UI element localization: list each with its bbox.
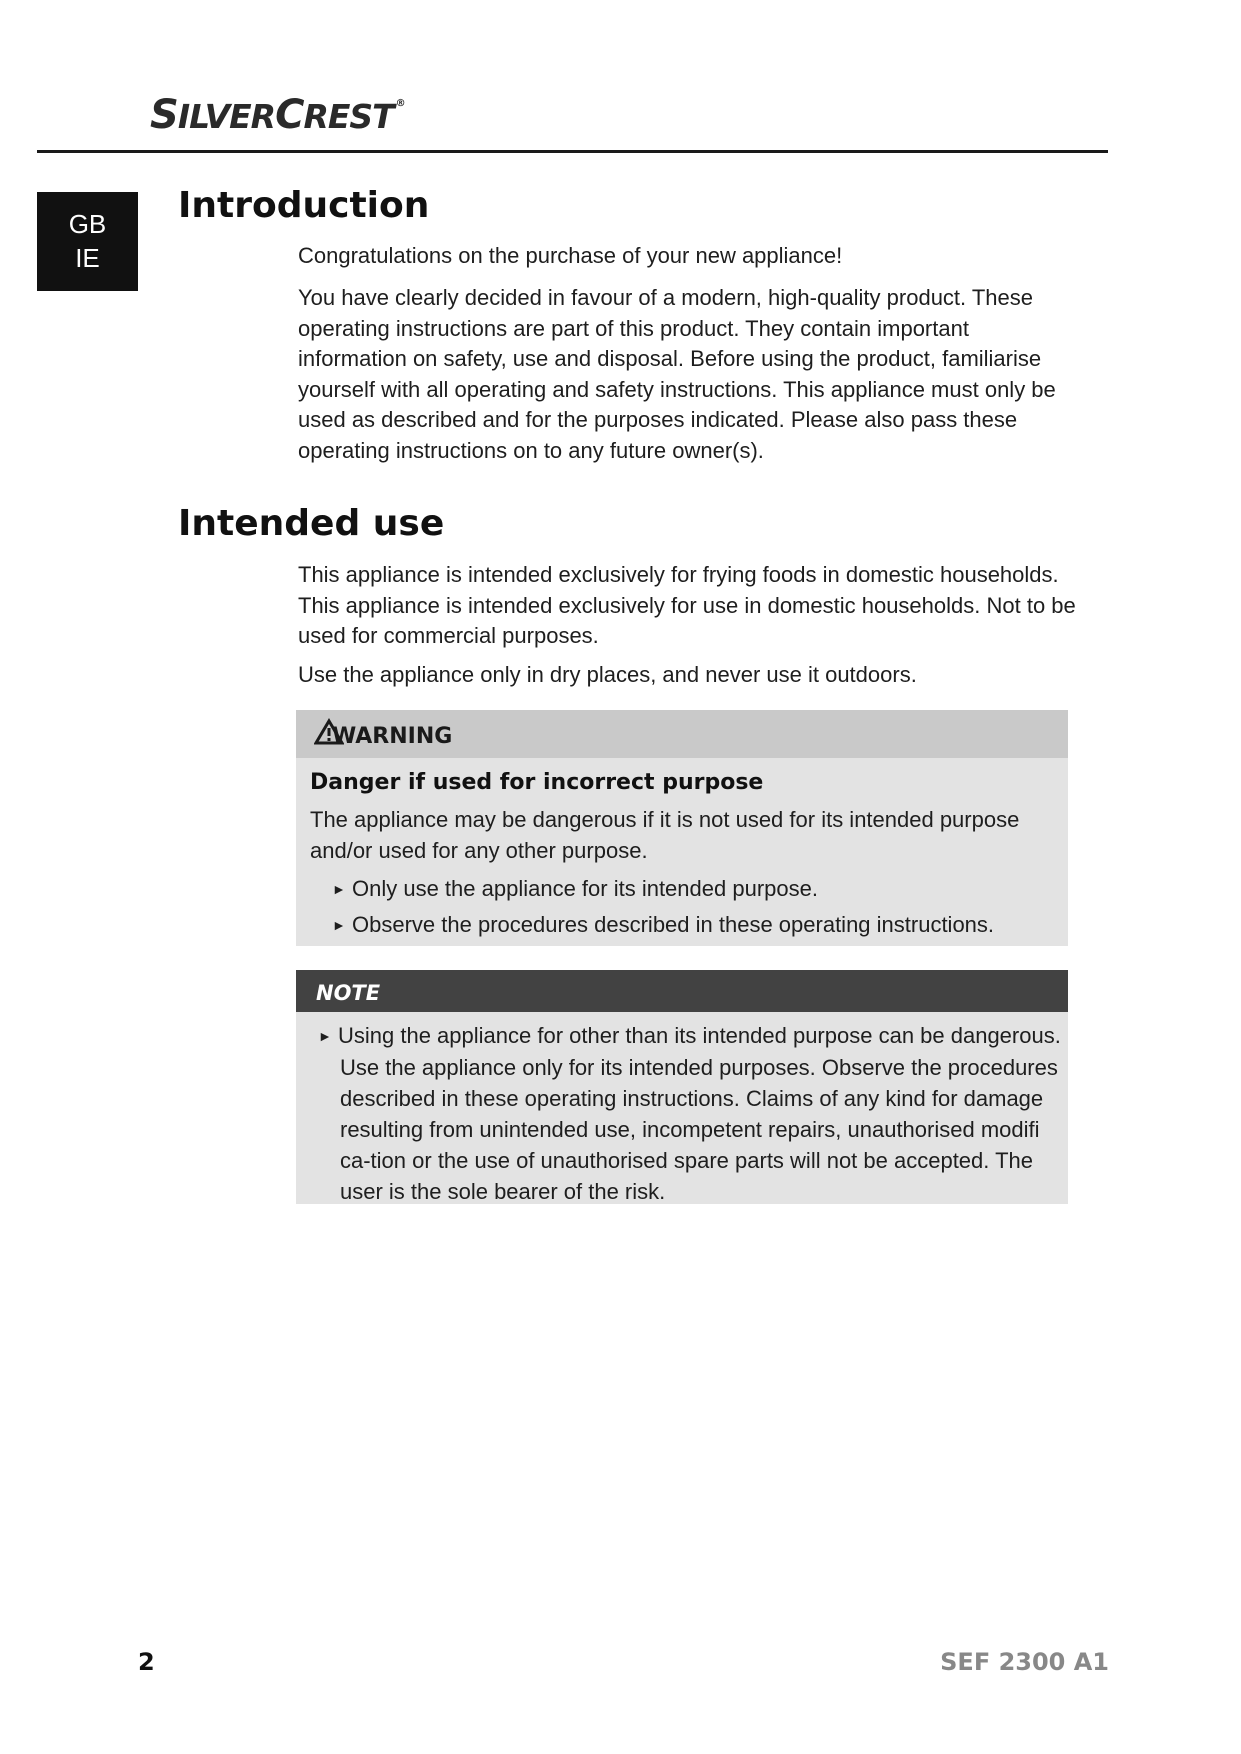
- note-box: [296, 970, 1068, 1204]
- bullet-arrow-icon: ►: [332, 917, 346, 933]
- bullet-arrow-icon: ►: [318, 1028, 332, 1044]
- brand-logo: SILVERCREST ®: [150, 92, 405, 138]
- introduction-heading: Introduction: [178, 185, 430, 226]
- warning-bullet: ► Observe the procedures described in these operating instructions.: [332, 912, 995, 937]
- language-code-gb: GB: [68, 209, 107, 239]
- intended-use-heading: Intended use: [178, 503, 445, 544]
- introduction-paragraph-1: Congratulations on the purchase of your new appliance!: [298, 243, 843, 268]
- warning-text: The appliance may be dangerous if it is not used for its intended purpose and/or used for any other purpose.: [310, 807, 1020, 863]
- intended-use-paragraph-1: This appliance is intended exclusively for frying foods in domestic households. This appliance is intended exclusively for use in domestic households. Not to be used for commercial purposes.: [298, 562, 1076, 648]
- bullet-arrow-icon: ►: [332, 881, 346, 897]
- note-header: [296, 970, 1068, 1012]
- warning-header: [296, 710, 1068, 758]
- warning-label: WARNING: [332, 724, 453, 749]
- page-number: 2: [138, 1648, 155, 1676]
- header-rule: [37, 150, 1108, 153]
- note-label: NOTE: [316, 981, 381, 1005]
- introduction-paragraph-2: You have clearly decided in favour of a modern, high-quality product. These operating instructions are part of this product. They contain important information on safety, use and disposal. Before using the product, familiarise yourself with all operating and safety instructions. This appliance must only be used as described and for the purposes indicated. Please also pass these operating instructions on to any future owner(s).: [298, 285, 1056, 463]
- note-text: ► Using the appliance for other than its intended purpose can be dangerous. Use the appliance only for its intended purposes. Observe the procedures described in these operating instructions. Claims of any kind for damage resulting from unintended use, incompetent repairs, unauthorised modifi ca-tion or the use of unauthorised spare parts will not be accepted. The user is the sole bearer of the risk.: [318, 1023, 1061, 1204]
- warning-box: [296, 710, 1068, 946]
- warning-bullet: ► Only use the appliance for its intended purpose.: [332, 876, 818, 901]
- language-tab: [37, 192, 138, 291]
- intended-use-paragraph-2: Use the appliance only in dry places, and never use it outdoors.: [298, 662, 917, 687]
- warning-title: Danger if used for incorrect purpose: [310, 770, 764, 795]
- model-number: SEF 2300 A1: [940, 1648, 1109, 1676]
- language-code-ie: IE: [75, 243, 100, 273]
